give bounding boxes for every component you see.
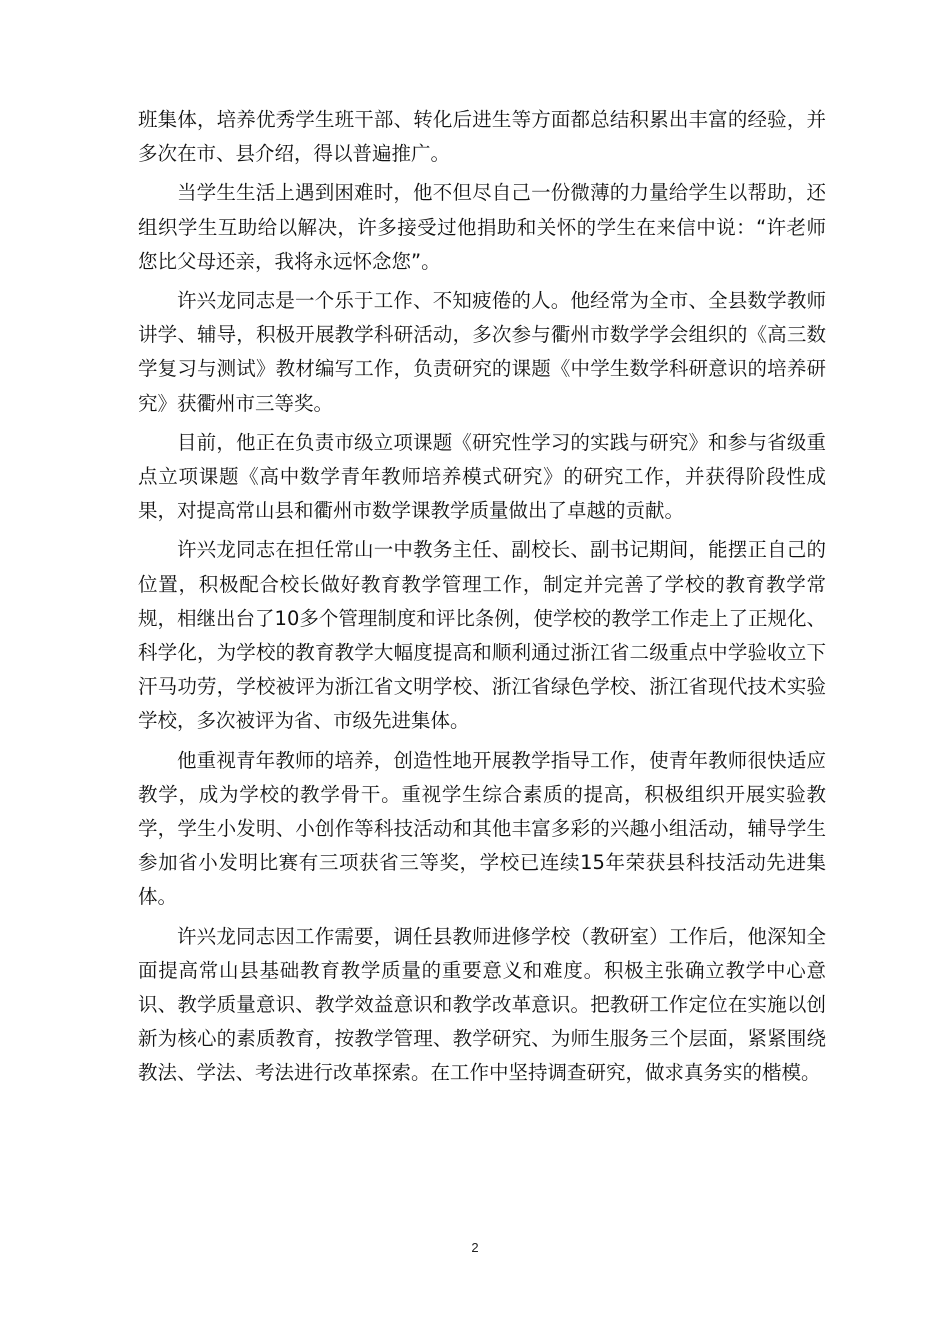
paragraph-7: 许兴龙同志因工作需要，调任县教师进修学校（教研室）工作后，他深知全面提高常山县基础教育教学质量的重要意义和难度。积极主张确立教学中心意识、教学质量意识、教学效益意识和教学改革意识。把教研工作定位在实施以创新为核心的素质教育，按教学管理、教学研究、为师生服务三个层面，紧紧围绕教法、学法、考法进行改革探索。在工作中坚持调查研究，做求真务实的楷模。	[138, 924, 826, 1085]
paragraph-1: 班集体，培养优秀学生班干部、转化后进生等方面都总结积累出丰富的经验，并多次在市、县介绍，得以普遍推广。	[138, 108, 826, 166]
paragraph-3: 许兴龙同志是一个乐于工作、不知疲倦的人。他经常为全市、全县数学教师讲学、辅导，积极开展教学科研活动，多次参与衢州市数学学会组织的《高三数学复习与测试》教材编写工作，负责研究的课题《中学生数学科研意识的培养研究》获衢州市三等奖。	[138, 289, 826, 415]
paragraph-4: 目前，他正在负责市级立项课题《研究性学习的实践与研究》和参与省级重点立项课题《高中数学青年教师培养模式研究》的研究工作，并获得阶段性成果，对提高常山县和衢州市数学课教学质量做出了卓越的贡献。	[138, 430, 826, 523]
page-number: 2	[471, 1240, 479, 1255]
paragraph-2: 当学生生活上遇到困难时，他不但尽自己一份微薄的力量给学生以帮助，还组织学生互助给以解决，许多接受过他捐助和关怀的学生在来信中说：“许老师您比父母还亲，我将永远怀念您”。	[138, 181, 826, 273]
paragraph-6: 他重视青年教师的培养，创造性地开展教学指导工作，使青年教师很快适应教学，成为学校的教学骨干。重视学生综合素质的提高，积极组织开展实验教学，学生小发明、小创作等科技活动和其他丰富多彩的兴趣小组活动，辅导学生参加省小发明比赛有三项获省三等奖，学校已连续15年荣获县科技活动先进集体。	[138, 748, 826, 909]
paragraph-5: 许兴龙同志在担任常山一中教务主任、副校长、副书记期间，能摆正自己的位置，积极配合校长做好教育教学管理工作，制定并完善了学校的教育教学常规，相继出台了10多个管理制度和评比条例，使学校的教学工作走上了正规化、科学化，为学校的教育教学大幅度提高和顺利通过浙江省二级重点中学验收立下汗马功劳，学校被评为浙江省文明学校、浙江省绿色学校、浙江省现代技术实验学校，多次被评为省、市级先进集体。	[138, 538, 826, 733]
document-body	[138, 103, 826, 1096]
